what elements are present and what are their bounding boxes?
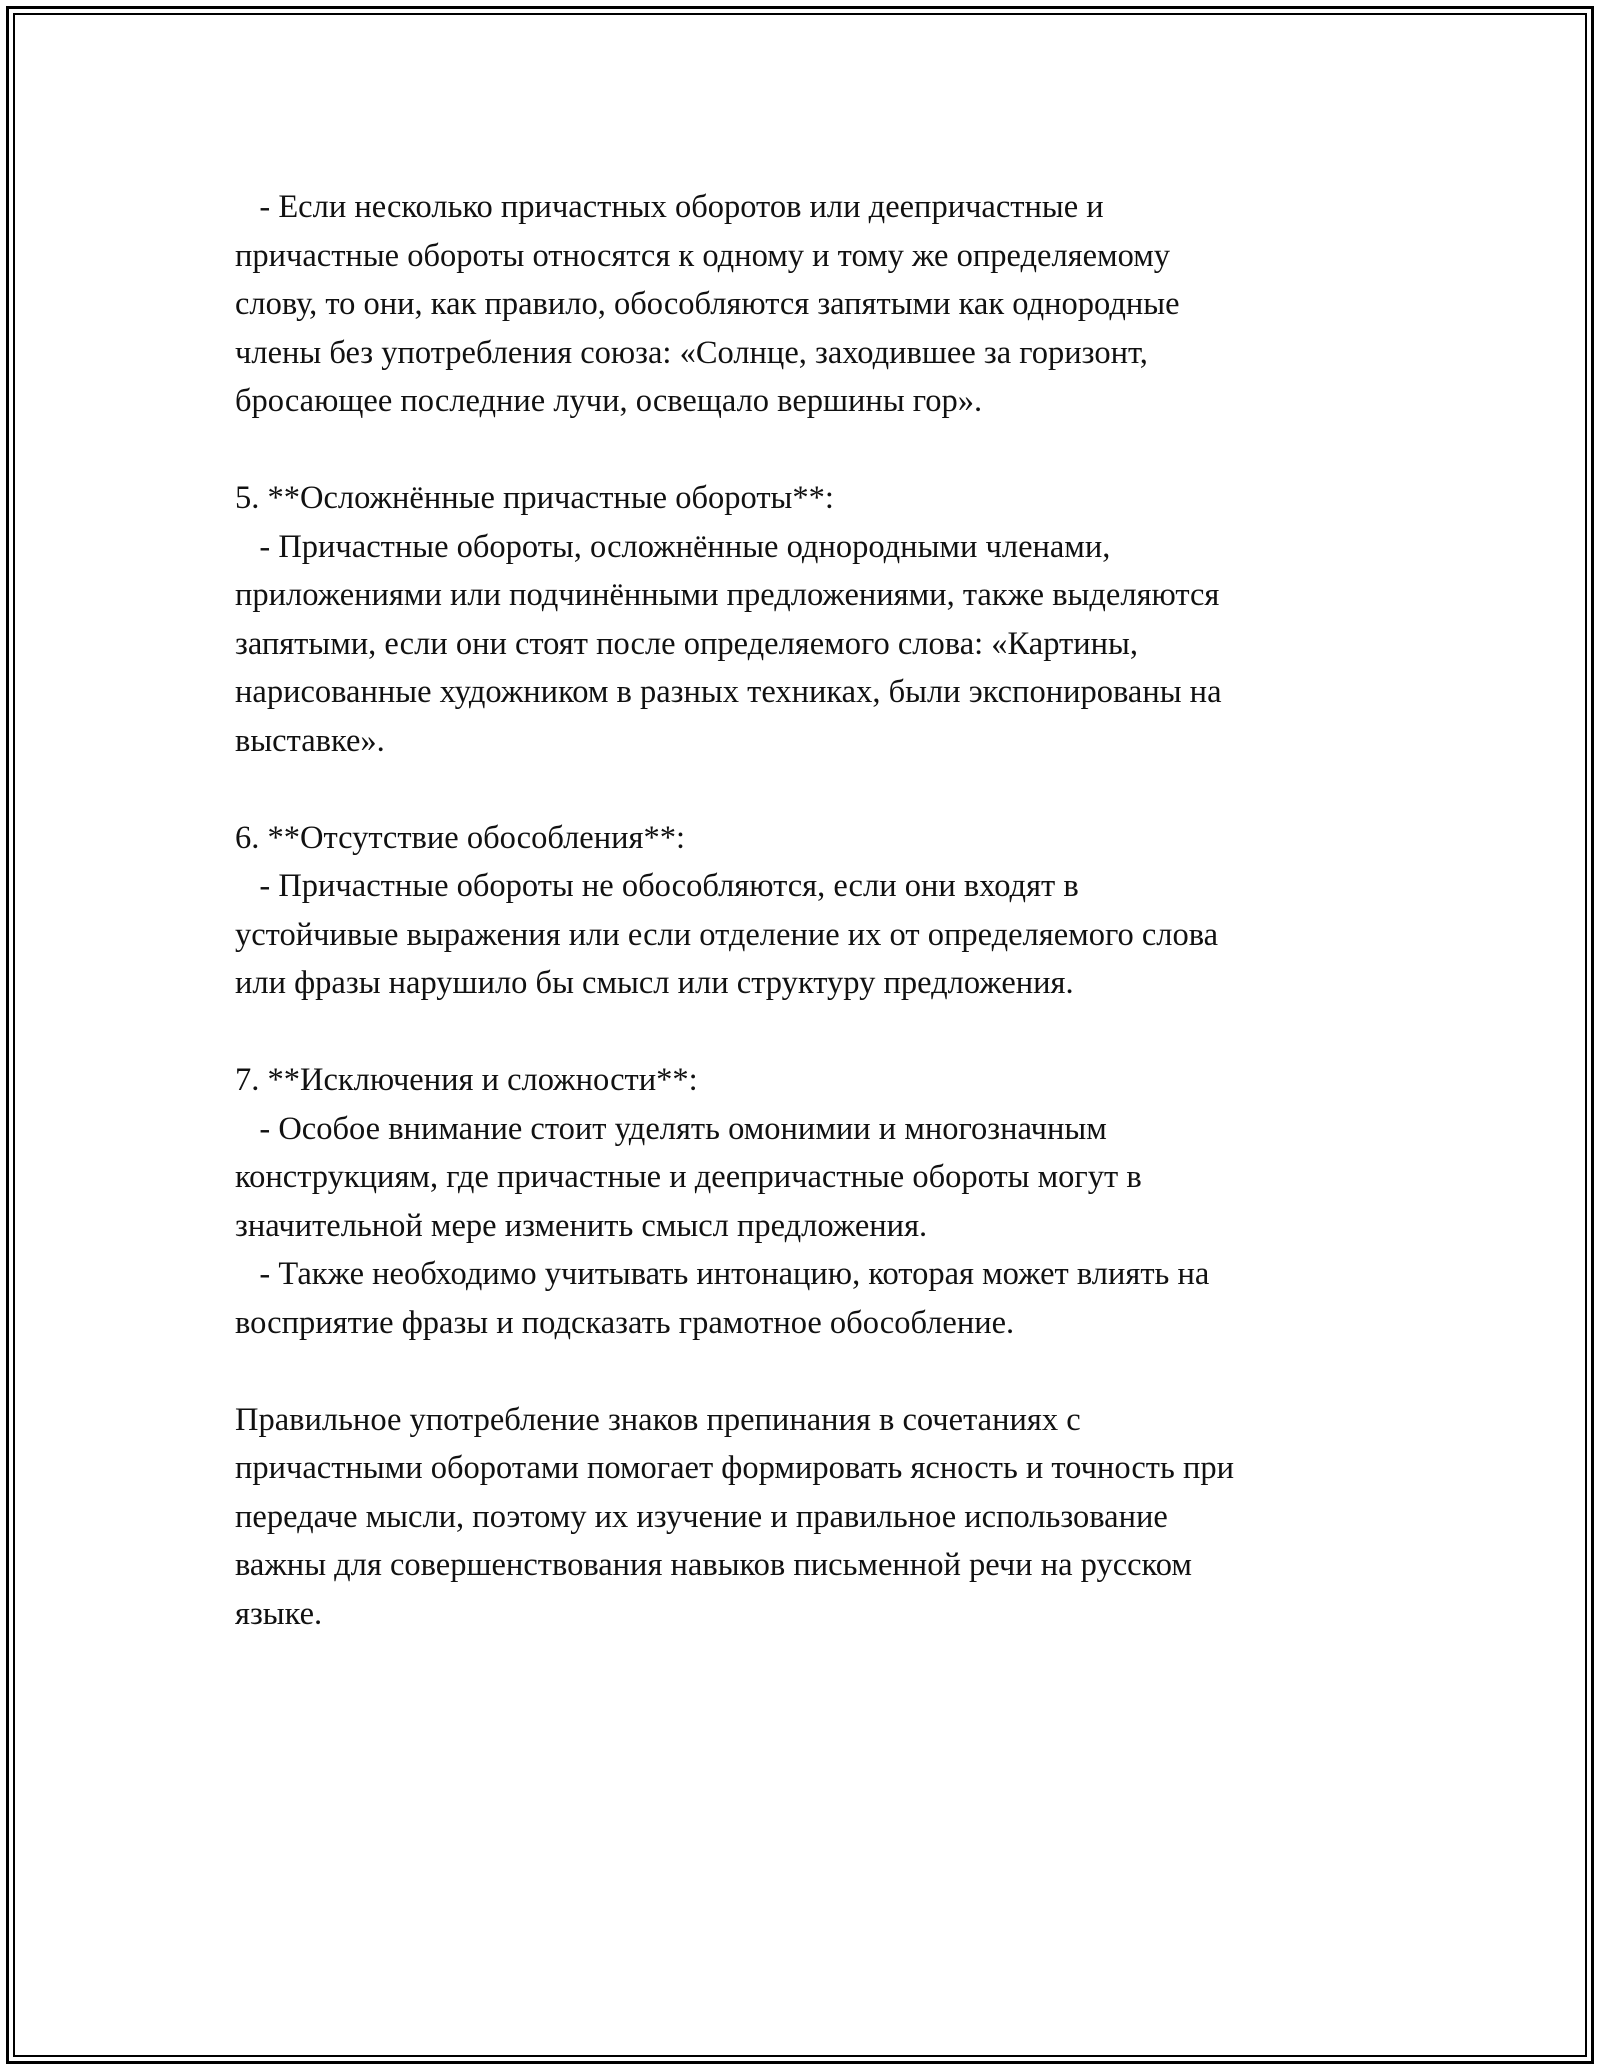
section-5 (235, 474, 1385, 765)
text-line: конструкциям, где причастные и деепричастные обороты могут в (235, 1159, 1142, 1195)
text-line: - Также необходимо учитывать интонацию, которая может влиять на (235, 1256, 1210, 1292)
text-line: приложениями или подчинёнными предложениями, также выделяются (235, 577, 1220, 613)
section-heading: 7. **Исключения и сложности**: (235, 1062, 698, 1098)
text-line: важны для совершенствования навыков письменной речи на русском (235, 1547, 1192, 1583)
text-line: слову, то они, как правило, обособляются запятыми как однородные (235, 286, 1180, 322)
text-line: Правильное употребление знаков препинания в сочетаниях с (235, 1401, 1081, 1438)
text-line: причастными оборотами помогает формировать ясность и точность при (235, 1450, 1234, 1486)
text-line: запятыми, если они стоят после определяемого слова: «Картины, (235, 625, 1138, 662)
section-heading: 6. **Отсутствие обособления**: (235, 819, 685, 856)
text-line: - Причастные обороты, осложнённые однородными членами, (235, 528, 1111, 565)
blank-line (235, 1347, 1385, 1396)
paragraph-participial-homogeneous (235, 183, 1385, 426)
document-body (235, 183, 1385, 1638)
text-line: восприятие фразы и подсказать грамотное обособление. (235, 1304, 1015, 1341)
section-7 (235, 1056, 1385, 1347)
text-line: члены без употребления союза: «Солнце, заходившее за горизонт, (235, 334, 1148, 371)
text-line: - Если несколько причастных оборотов или деепричастные и (235, 189, 1104, 225)
section-6 (235, 814, 1385, 1008)
conclusion-paragraph (235, 1396, 1385, 1639)
blank-line (235, 1008, 1385, 1057)
text-line: причастные обороты относятся к одному и тому же определяемому (235, 237, 1171, 274)
text-line: или фразы нарушило бы смысл или структуру предложения. (235, 965, 1074, 1001)
text-line: бросающее последние лучи, освещало вершины гор». (235, 383, 983, 419)
text-line: устойчивые выражения или если отделение их от определяемого слова (235, 916, 1219, 953)
blank-line (235, 765, 1385, 814)
text-line: нарисованные художником в разных техниках, были экспонированы на (235, 674, 1222, 710)
text-line: - Причастные обороты не обособляются, если они входят в (235, 868, 1079, 904)
text-line: - Особое внимание стоит уделять омонимии и многозначным (235, 1110, 1107, 1147)
blank-line (235, 426, 1385, 475)
text-line: языке. (235, 1595, 323, 1632)
text-line: выставке». (235, 722, 385, 759)
text-line: передаче мысли, поэтому их изучение и правильное использование (235, 1498, 1168, 1535)
section-heading: 5. **Осложнённые причастные обороты**: (235, 480, 834, 516)
text-line: значительной мере изменить смысл предложения. (235, 1207, 928, 1244)
